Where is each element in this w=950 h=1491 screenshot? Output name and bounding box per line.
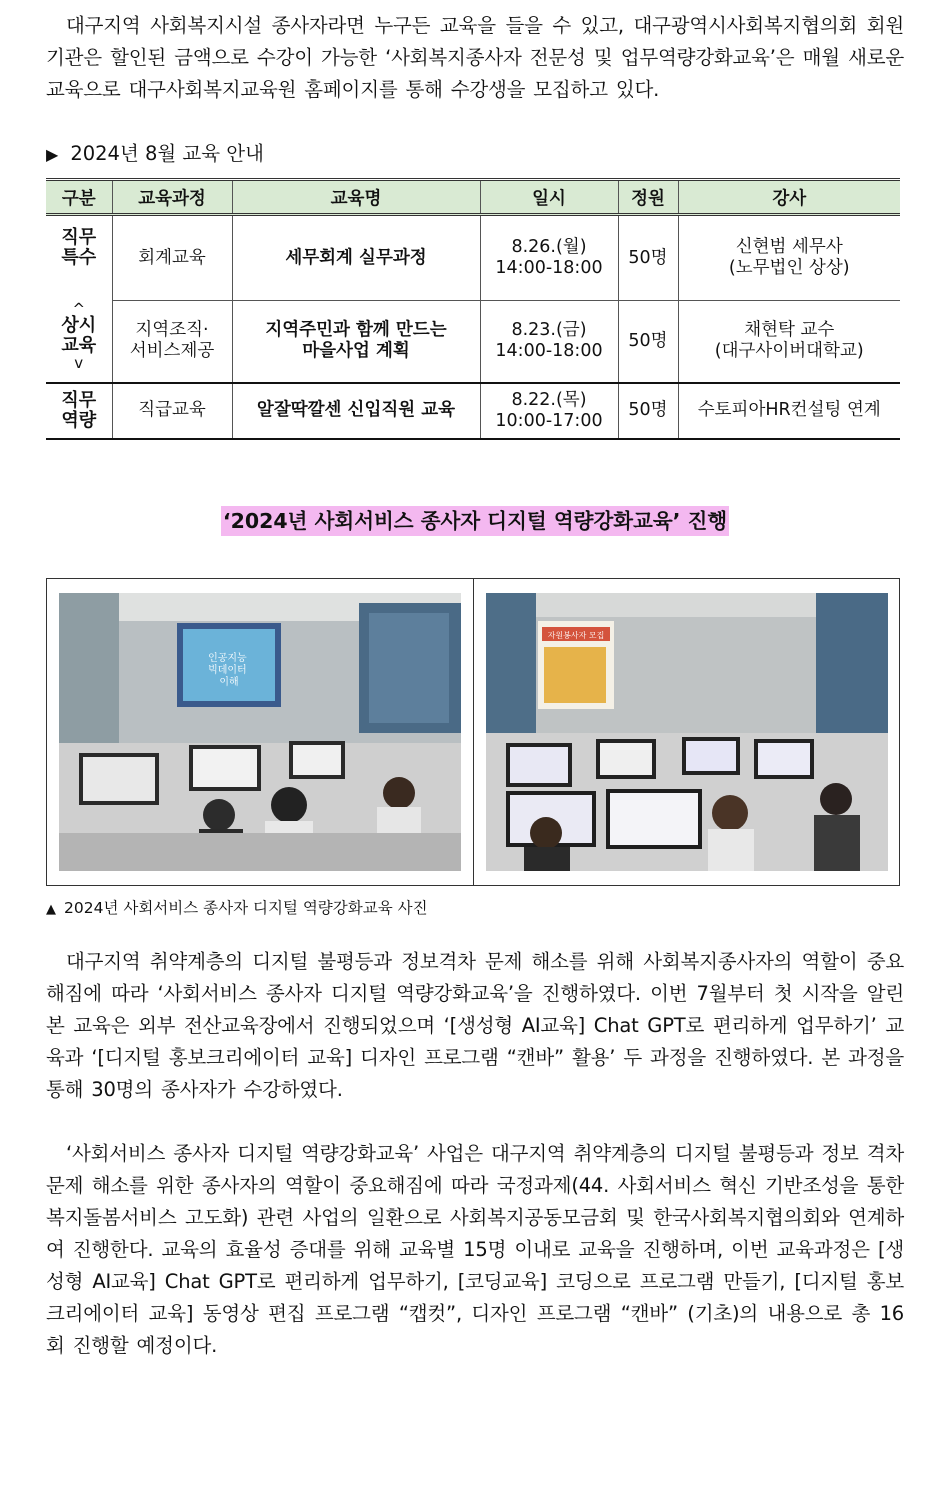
classroom-photo-right	[486, 593, 888, 871]
triangle-up-icon: ▲	[46, 902, 56, 917]
photo-caption-text: 2024년 사회서비스 종사자 디지털 역량강화교육 사진	[64, 899, 428, 917]
screen-poster-text: 자원봉사자 모집	[547, 631, 605, 640]
intro-paragraph: 대구지역 사회복지시설 종사자라면 누구든 교육을 들을 수 있고, 대구광역시사회복지협의회 회원기관은 할인된 금액으로 수강이 가능한 ‘사회복지종사자 전문성 및 업무역량강화교육’은 매월 새로운 교육으로 대구사회복지교육원 홈페이지를 통해 수강생을 모집하고 있다.	[46, 14, 904, 101]
date-cell: 8.26.(월) 14:00-18:00	[480, 215, 618, 301]
header-category: 구분	[46, 180, 112, 215]
capacity-cell: 50명	[618, 383, 678, 439]
course-cell: 직급교육	[112, 383, 232, 439]
schedule-title	[46, 138, 264, 171]
table-row	[46, 301, 900, 383]
triangle-right-icon: ▶	[46, 145, 59, 164]
capacity-cell: 50명	[618, 301, 678, 383]
instructor-cell: 수토피아HR컨설팅 연계	[678, 383, 900, 439]
header-course: 교육과정	[112, 180, 232, 215]
body-paragraph-3: ‘사회서비스 종사자 디지털 역량강화교육’ 사업은 대구지역 취약계층의 디지털 불평등과 정보 격차 문제 해소를 위한 종사자의 역할이 중요해짐에 따라 국정과제(44. 사회서비스 혁신 기반조성을 통한 복지돌봄서비스 고도화) 관련 사업의 일환으로 사회복지공동모금회 및 한국사회복지협의회와 연계하여 진행한다. 교육의 효율성 증대를 위해 교육별 15명 이내로 교육을 진행하며, 이번 교육과정은 [생성형 AI교육] Chat GPT로 편리하게 업무하기, [코딩교육] 코딩으로 프로그램 만들기, [디지털 홍보크리에이터 교육] 동영상 편집 프로그램 “캡컷”, 디자인 프로그램 “캔바” (기초)의 내용으로 총 16회 진행할 예정이다.	[46, 1142, 904, 1357]
screen-line-1: 인공지능	[208, 653, 247, 664]
course-name-cell: 세무회계 실무과정	[232, 215, 480, 301]
photo-cell-right	[473, 579, 899, 885]
classroom-photo-left	[59, 593, 461, 871]
table-header-row	[46, 180, 900, 215]
course-cell: 회계교육	[112, 215, 232, 301]
date-cell: 8.22.(목) 10:00-17:00	[480, 383, 618, 439]
header-instructor: 강사	[678, 180, 900, 215]
header-date: 일시	[480, 180, 618, 215]
schedule-title-text: 2024년 8월 교육 안내	[70, 142, 264, 165]
photo-frame	[46, 578, 900, 886]
table-row	[46, 215, 900, 301]
instructor-cell: 채현탁 교수 (대구사이버대학교)	[678, 301, 900, 383]
category-cell-competency: 직무 역량	[46, 383, 112, 439]
course-name-cell: 알잘딱깔센 신입직원 교육	[232, 383, 480, 439]
screen-line-3: 이해	[219, 677, 239, 688]
body-paragraph-2: 대구지역 취약계층의 디지털 불평등과 정보격차 문제 해소를 위해 사회복지종사자의 역할이 중요해짐에 따라 ‘사회서비스 종사자 디지털 역량강화교육’을 진행하였다. 이번 7월부터 첫 시작을 알린 본 교육은 외부 전산교육장에서 진행되었으며 ‘[생성형 AI교육] Chat GPT로 편리하게 업무하기’ 교육과 ‘[디지털 홍보크리에이터 교육] 디자인 프로그램 “캔바” 활용’ 두 과정을 진행하였다. 본 과정을 통해 30명의 종사자가 수강하였다.	[46, 950, 904, 1101]
photo-caption	[46, 896, 428, 922]
course-cell: 지역조직· 서비스제공	[112, 301, 232, 383]
schedule-table	[46, 178, 900, 440]
category-mid: 상시 교육	[61, 314, 97, 356]
section-heading: ‘2024년 사회서비스 종사자 디지털 역량강화교육’ 진행	[221, 506, 729, 536]
arrow-down-icon: v	[74, 353, 84, 372]
header-capacity: 정원	[618, 180, 678, 215]
instructor-cell: 신현범 세무사 (노무법인 상상)	[678, 215, 900, 301]
category-cell-special	[46, 215, 112, 383]
photo-cell-left	[47, 579, 473, 885]
course-name-cell: 지역주민과 함께 만드는 마을사업 계획	[232, 301, 480, 383]
category-top: 직무 특수	[61, 226, 97, 268]
section-heading-wrap	[0, 506, 950, 536]
date-cell: 8.23.(금) 14:00-18:00	[480, 301, 618, 383]
header-name: 교육명	[232, 180, 480, 215]
table-row	[46, 383, 900, 439]
capacity-cell: 50명	[618, 215, 678, 301]
screen-line-2: 빅데이터	[208, 665, 247, 676]
arrow-up-icon: ^	[72, 299, 86, 318]
